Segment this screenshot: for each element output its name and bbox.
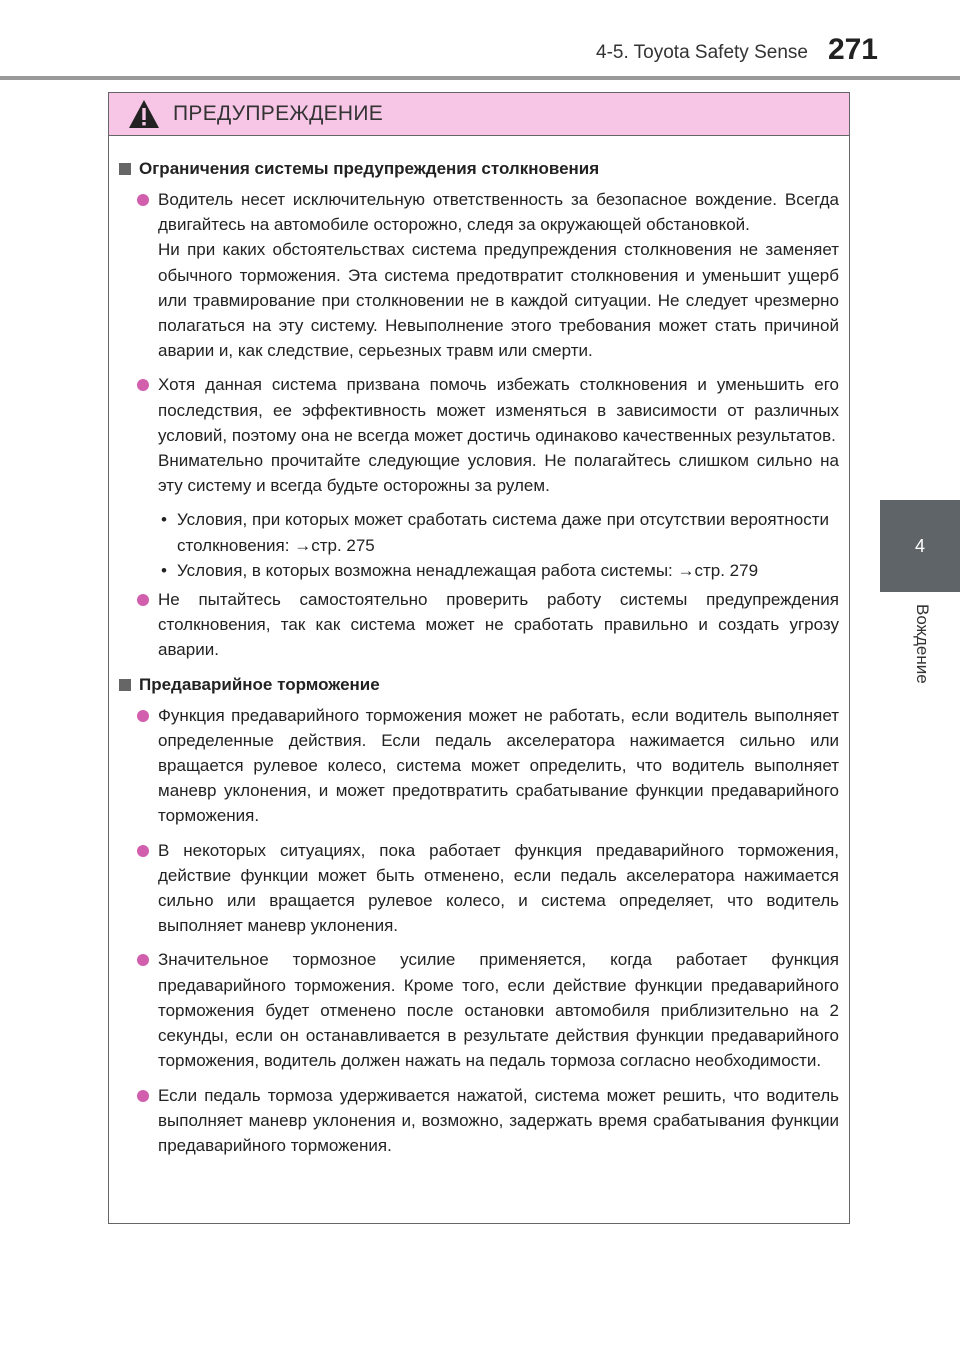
section-heading xyxy=(119,672,839,698)
paragraph: Ни при каких обстоятельствах система предупреждения столкновения не заменяет обычного торможения. Эта система предотвратит столкновения и уменьшит ущерб или травмирование при столкновении не в каждой ситуации. Не следует чрезмерно полагаться на эту систему. Невыполнение этого требования может стать причиной аварии и, как следствие, серьезных травм или смерти. xyxy=(158,240,839,361)
section-heading-text: Ограничения системы предупреждения столкновения xyxy=(139,159,600,178)
circle-bullet xyxy=(137,845,149,857)
square-bullet xyxy=(119,679,131,691)
list-item xyxy=(119,947,839,1073)
warning-header xyxy=(109,93,849,136)
list-item xyxy=(119,187,839,363)
list-item xyxy=(119,1083,839,1159)
list-item xyxy=(119,838,839,939)
circle-bullet xyxy=(137,594,149,606)
paragraph: В некоторых ситуациях, пока работает функция предаварийного торможения, действие функции может быть отменено, если педаль акселератора нажимается сильно или вращается рулевое колесо, и система определяет, что водитель выполняет маневр уклонения. xyxy=(158,840,839,936)
chapter-number: 4 xyxy=(914,536,925,556)
list-item xyxy=(119,372,839,498)
section-heading-text: Предаварийное торможение xyxy=(139,674,380,694)
circle-bullet xyxy=(137,1090,149,1102)
header-title: 4-5. Toyota Safety Sense xyxy=(596,42,808,63)
sub-bullet: • xyxy=(161,560,167,580)
circle-bullet xyxy=(137,954,149,966)
chapter-tab xyxy=(880,500,960,592)
header-rule xyxy=(0,76,960,80)
paragraph: Не пытайтесь самостоятельно проверить работу системы предупреждения столкновения, так как система может не сработать правильно и создать угрозу аварии. xyxy=(158,590,839,660)
chapter-label: Вождение xyxy=(913,604,932,684)
sub-list-item xyxy=(119,507,839,557)
sub-item-text: Условия, при которых может сработать система даже при отсутствии вероятности столкновения: →стр. 275 xyxy=(177,510,829,555)
square-bullet xyxy=(119,163,131,175)
paragraph: Функция предаварийного торможения может не работать, если водитель выполняет определенные действия. Если педаль акселератора нажимается сильно или вращается рулевое колесо, система может определить, что водитель выполняет маневр уклонения, и может предотвратить срабатывание функции предаварийного торможения. xyxy=(158,705,839,826)
sub-bullet: • xyxy=(161,510,167,530)
warning-triangle-icon xyxy=(127,98,161,130)
section-heading xyxy=(119,156,839,182)
warning-content xyxy=(109,136,849,1158)
paragraph: Хотя данная система призвана помочь избежать столкновения и уменьшить его последствия, ее эффективность может изменяться в зависимости от различных условий, поэтому она не всегда может достичь одинаково качественных результатов. xyxy=(158,375,839,445)
page-number: 271 xyxy=(827,33,878,66)
circle-bullet xyxy=(137,710,149,722)
warning-box xyxy=(108,92,850,1224)
circle-bullet xyxy=(137,194,149,206)
paragraph: Значительное тормозное усилие применяется, когда работает функция предаварийного торможения. Кроме того, если действие функции предаварийного торможения будет отменено после остановки автомобиля приблизительно на 2 секунды, если он останавливается в результате действия функции предаварийного торможения, водитель должен нажать на педаль тормоза согласно необходимости. xyxy=(158,950,839,1071)
paragraph: Если педаль тормоза удерживается нажатой, система может решить, что водитель выполняет маневр уклонения и, возможно, задержать время срабатывания функции предаварийного торможения. xyxy=(158,1085,839,1155)
sub-list-item xyxy=(119,558,839,583)
list-item xyxy=(119,587,839,663)
circle-bullet xyxy=(137,379,149,391)
paragraph: Водитель несет исключительную ответственность за безопасное вождение. Всегда двигайтесь на автомобиле осторожно, следя за окружающей обстановкой. xyxy=(158,190,839,235)
sub-item-text: Условия, в которых возможна ненадлежащая работа системы: →стр. 279 xyxy=(177,560,759,580)
list-item xyxy=(119,703,839,829)
warning-title: ПРЕДУПРЕЖДЕНИЕ xyxy=(173,102,384,125)
paragraph: Внимательно прочитайте следующие условия. Не полагайтесь слишком сильно на эту систему и всегда будьте осторожны за рулем. xyxy=(158,451,839,496)
